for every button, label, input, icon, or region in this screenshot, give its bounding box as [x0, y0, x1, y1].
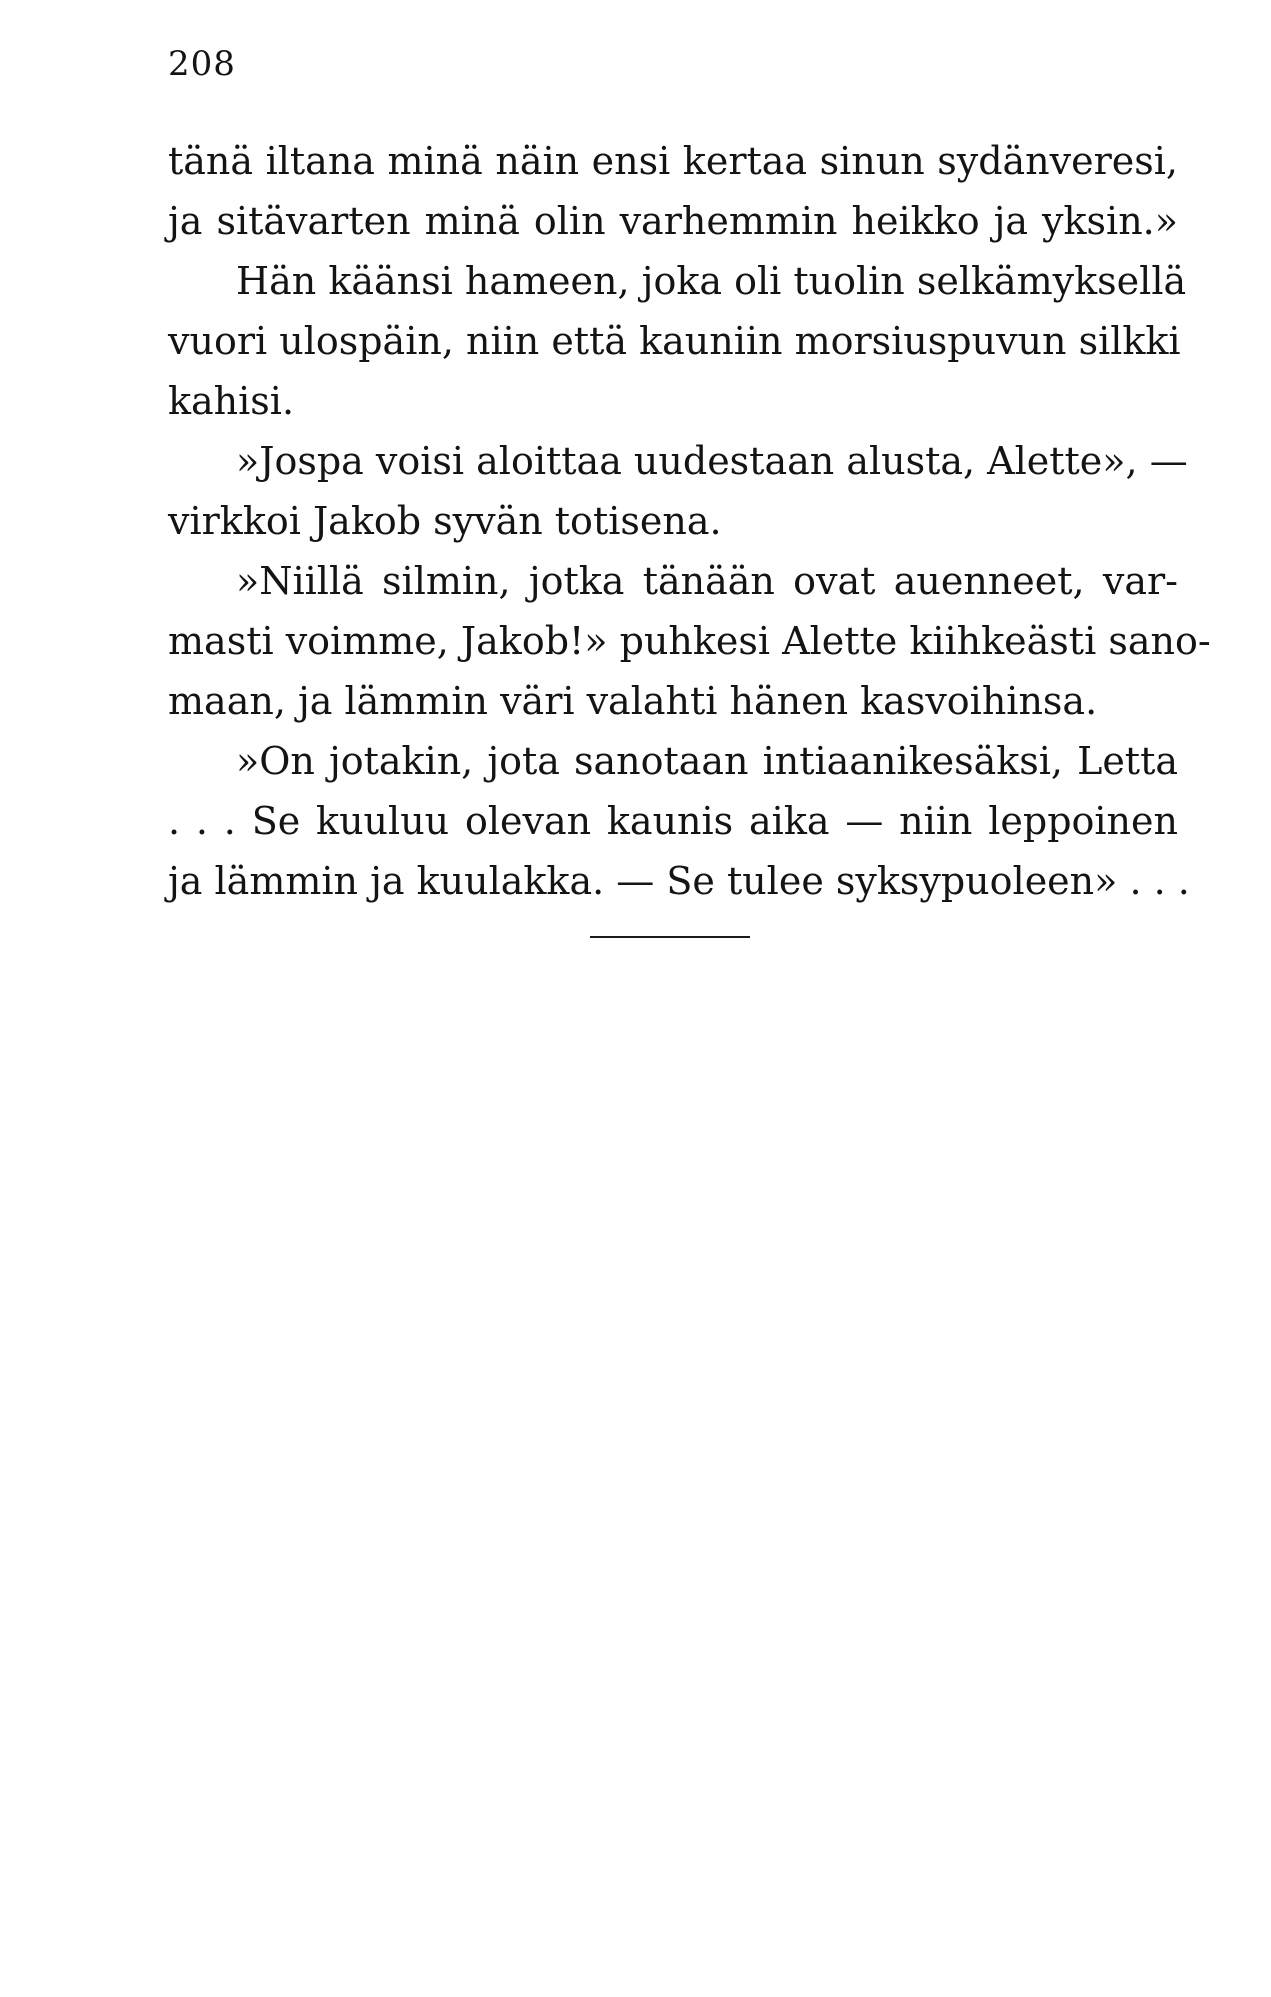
text-line: »Jospa voisi aloittaa uudestaan alusta, Alette», —: [236, 439, 1188, 483]
text-line: virkkoi Jakob syvän totisena.: [168, 499, 722, 543]
text-line: . . . Se kuuluu olevan kaunis aika — niin leppoinen: [168, 799, 1178, 843]
section-end-rule: [590, 936, 750, 938]
text-line: tänä iltana minä näin ensi kertaa sinun sydänveresi,: [168, 139, 1178, 183]
page-number: 208: [168, 44, 236, 84]
text-line: »On jotakin, jota sanotaan intiaanikesäksi, Letta: [236, 739, 1178, 783]
text-line: masti voimme, Jakob!» puhkesi Alette kiihkeästi sano-: [168, 619, 1211, 663]
text-line: ja sitävarten minä olin varhemmin heikko ja yksin.»: [168, 199, 1178, 243]
text-line: Hän käänsi hameen, joka oli tuolin selkämyksellä: [236, 259, 1187, 303]
text-line: »Niillä silmin, jotka tänään ovat auenneet, var-: [236, 559, 1178, 603]
text-line: maan, ja lämmin väri valahti hänen kasvoihinsa.: [168, 679, 1098, 723]
text-line: kahisi.: [168, 379, 295, 423]
text-line: vuori ulospäin, niin että kauniin morsiuspuvun silkki: [168, 319, 1181, 363]
body-text: [168, 131, 1211, 911]
text-line: ja lämmin ja kuulakka. — Se tulee syksypuoleen» . . .: [168, 859, 1190, 903]
